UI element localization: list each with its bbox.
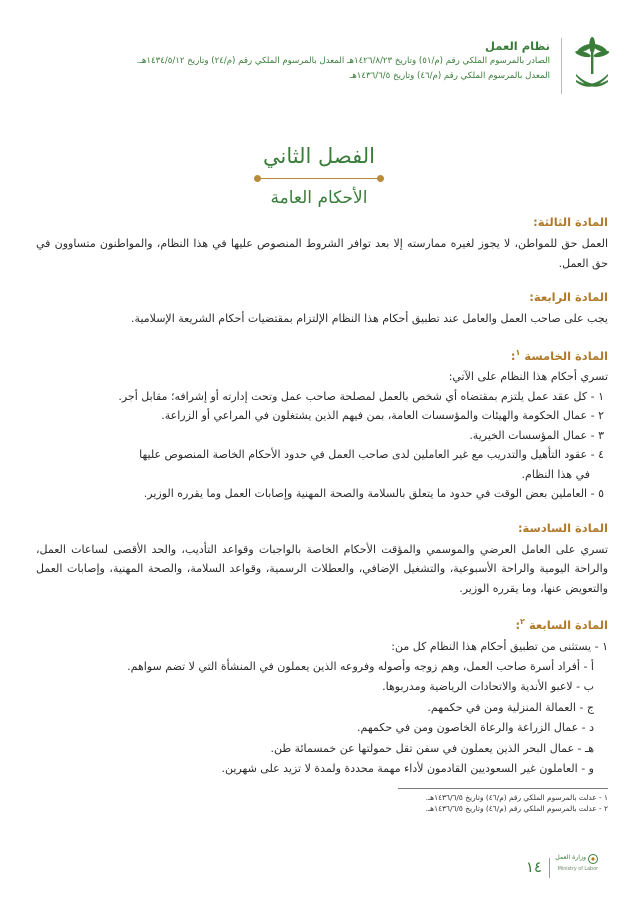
list-item: ١ - كل عقد عمل يلتزم بمقتضاه أي شخص بالعمل لمصلحة صاحب عمل وتحت إدارته أو إشرافه؛ مقابل أجر. — [118, 389, 604, 403]
article-heading: المادة السادسة: — [517, 520, 608, 535]
ministry-logo-icon — [588, 854, 598, 864]
list-item: هـ - عمال البحر الذين يعملون في سفن تقل حمولتها عن خمسمائة طن. — [270, 741, 594, 755]
header-divider — [561, 38, 562, 94]
page-body — [36, 212, 608, 794]
law-amended-line: المعدل بالمرسوم الملكي رقم (م/٤٦) وتاريخ ١٤٣٦/٦/٥هـ — [349, 71, 550, 81]
chapter-subtitle: الأحكام العامة — [270, 188, 368, 208]
ministry-subtitle: Ministry of Labor — [557, 867, 598, 872]
chapter-heading — [0, 142, 638, 209]
footer-divider — [549, 858, 550, 878]
article-heading: المادة الثالثة: — [533, 215, 608, 229]
article-heading-colon: : — [515, 618, 521, 633]
list-item: د - عمال الزراعة والرعاة الخاصون ومن في حكمهم. — [357, 721, 594, 735]
list-item: ٤ - عقود التأهيل والتدريب مع غير العاملين لدى صاحب العمل في حدود الأحكام الخاصة المنصوص عليها — [139, 448, 604, 462]
page-number: ١٤ — [525, 858, 542, 876]
list-item: أ - أفراد أسرة صاحب العمل، وهم زوجه وأصوله وفروعه الذين يعملون في المنشأة التي لا تضم سواهم. — [127, 659, 594, 673]
article-heading-label: المادة الخامسة — [524, 348, 608, 363]
ministry-logo — [554, 854, 598, 880]
list-item: و - العاملون غير السعوديين القادمون لأداء مهمة محددة ولمدة لا تزيد على شهرين. — [221, 762, 594, 776]
rule-dot-right — [377, 175, 384, 182]
footnote-ref: ٢ — [520, 617, 525, 627]
footnote: ٢ - عدلت بالمرسوم الملكي رقم (م/٤٦) وتاريخ ١٤٣٦/٦/٥هـ. — [425, 804, 608, 813]
list-item: ٣ - عمال المؤسسات الخيرية. — [469, 428, 604, 442]
rule-line — [254, 178, 384, 179]
ministry-name: وزارة العمل — [555, 854, 586, 861]
chapter-rule — [254, 174, 384, 183]
article-heading — [36, 612, 608, 635]
article-text: يجب على صاحب العمل والعامل عند تطبيق أحكام هذا النظام الإلتزام بمقتضيات أحكام الشريعة الإسلامية. — [131, 312, 608, 325]
article-heading-label: المادة السابعة — [528, 618, 608, 633]
list-item: ٢ - عمال الحكومة والهيئات والمؤسسات العامة، بمن فيهم الذين يشتغلون في المراعي أو الزراعة. — [161, 409, 604, 423]
article-heading: المادة الرابعة: — [529, 290, 608, 304]
article-text: تسري على العامل العرضي والموسمي والمؤقت الأحكام الخاصة بالواجبات وقواعد التأديب، والحد الأقصى لساعات العمل، والراحة اليومية والراحة الأسبوعية، والتشغيل الإضافي، والعطلات الرسمية، وقواعد السلامة، والصحة المهنية، وإصابات العمل والتعويض عنها، وما يقرره الوزير. — [36, 542, 608, 595]
article-4 — [36, 287, 608, 329]
article-6 — [36, 518, 608, 599]
footnote-rule — [398, 788, 608, 789]
list-item: ج - العمالة المنزلية ومن في حكمهم. — [427, 700, 594, 714]
article-text: العمل حق للمواطن، لا يجوز لغيره ممارسته إلا بعد توافر الشروط المنصوص عليها في هذا النظام، والمواطنون متساوون في حق العمل. — [36, 237, 608, 270]
article-intro: تسري أحكام هذا النظام على الآتي: — [448, 370, 608, 384]
law-issued-line: الصادر بالمرسوم الملكي رقم (م/٥١) وتاريخ ١٤٢٦/٨/٢٣هـ المعدل بالمرسوم الملكي رقم (م/٢٤) وتاريخ ١٤٣٤/٥/١٢هـ. — [136, 56, 550, 66]
footnotes — [426, 792, 608, 814]
rule-dot-left — [254, 175, 261, 182]
page-header — [40, 34, 612, 104]
page-footer — [0, 852, 638, 882]
footnote: ١ - عدلت بالمرسوم الملكي رقم (م/٤٦) وتاريخ ١٤٣٦/٦/٥هـ. — [425, 793, 608, 802]
list-item: ب - لاعبو الأندية والاتحادات الرياضية ومدربوها. — [382, 680, 594, 694]
article-5 — [36, 343, 608, 504]
article-heading — [36, 343, 608, 366]
chapter-title: الفصل الثاني — [263, 144, 375, 168]
article-7 — [36, 612, 608, 779]
article-3 — [36, 212, 608, 273]
list-item-continuation: في هذا النظام. — [521, 467, 590, 481]
law-info — [40, 38, 550, 84]
law-title: نظام العمل — [485, 39, 550, 53]
saudi-emblem-icon — [572, 34, 612, 96]
footnote-ref: ١ — [515, 347, 521, 357]
article-heading-colon: : — [510, 348, 516, 363]
list-item: ٥ - العاملين بعض الوقت في حدود ما يتعلق بالسلامة والصحة المهنية وإصابات العمل وما يقرره الوزير. — [143, 487, 604, 501]
article-intro: ١ - يستثنى من تطبيق أحكام هذا النظام كل من: — [391, 640, 608, 654]
